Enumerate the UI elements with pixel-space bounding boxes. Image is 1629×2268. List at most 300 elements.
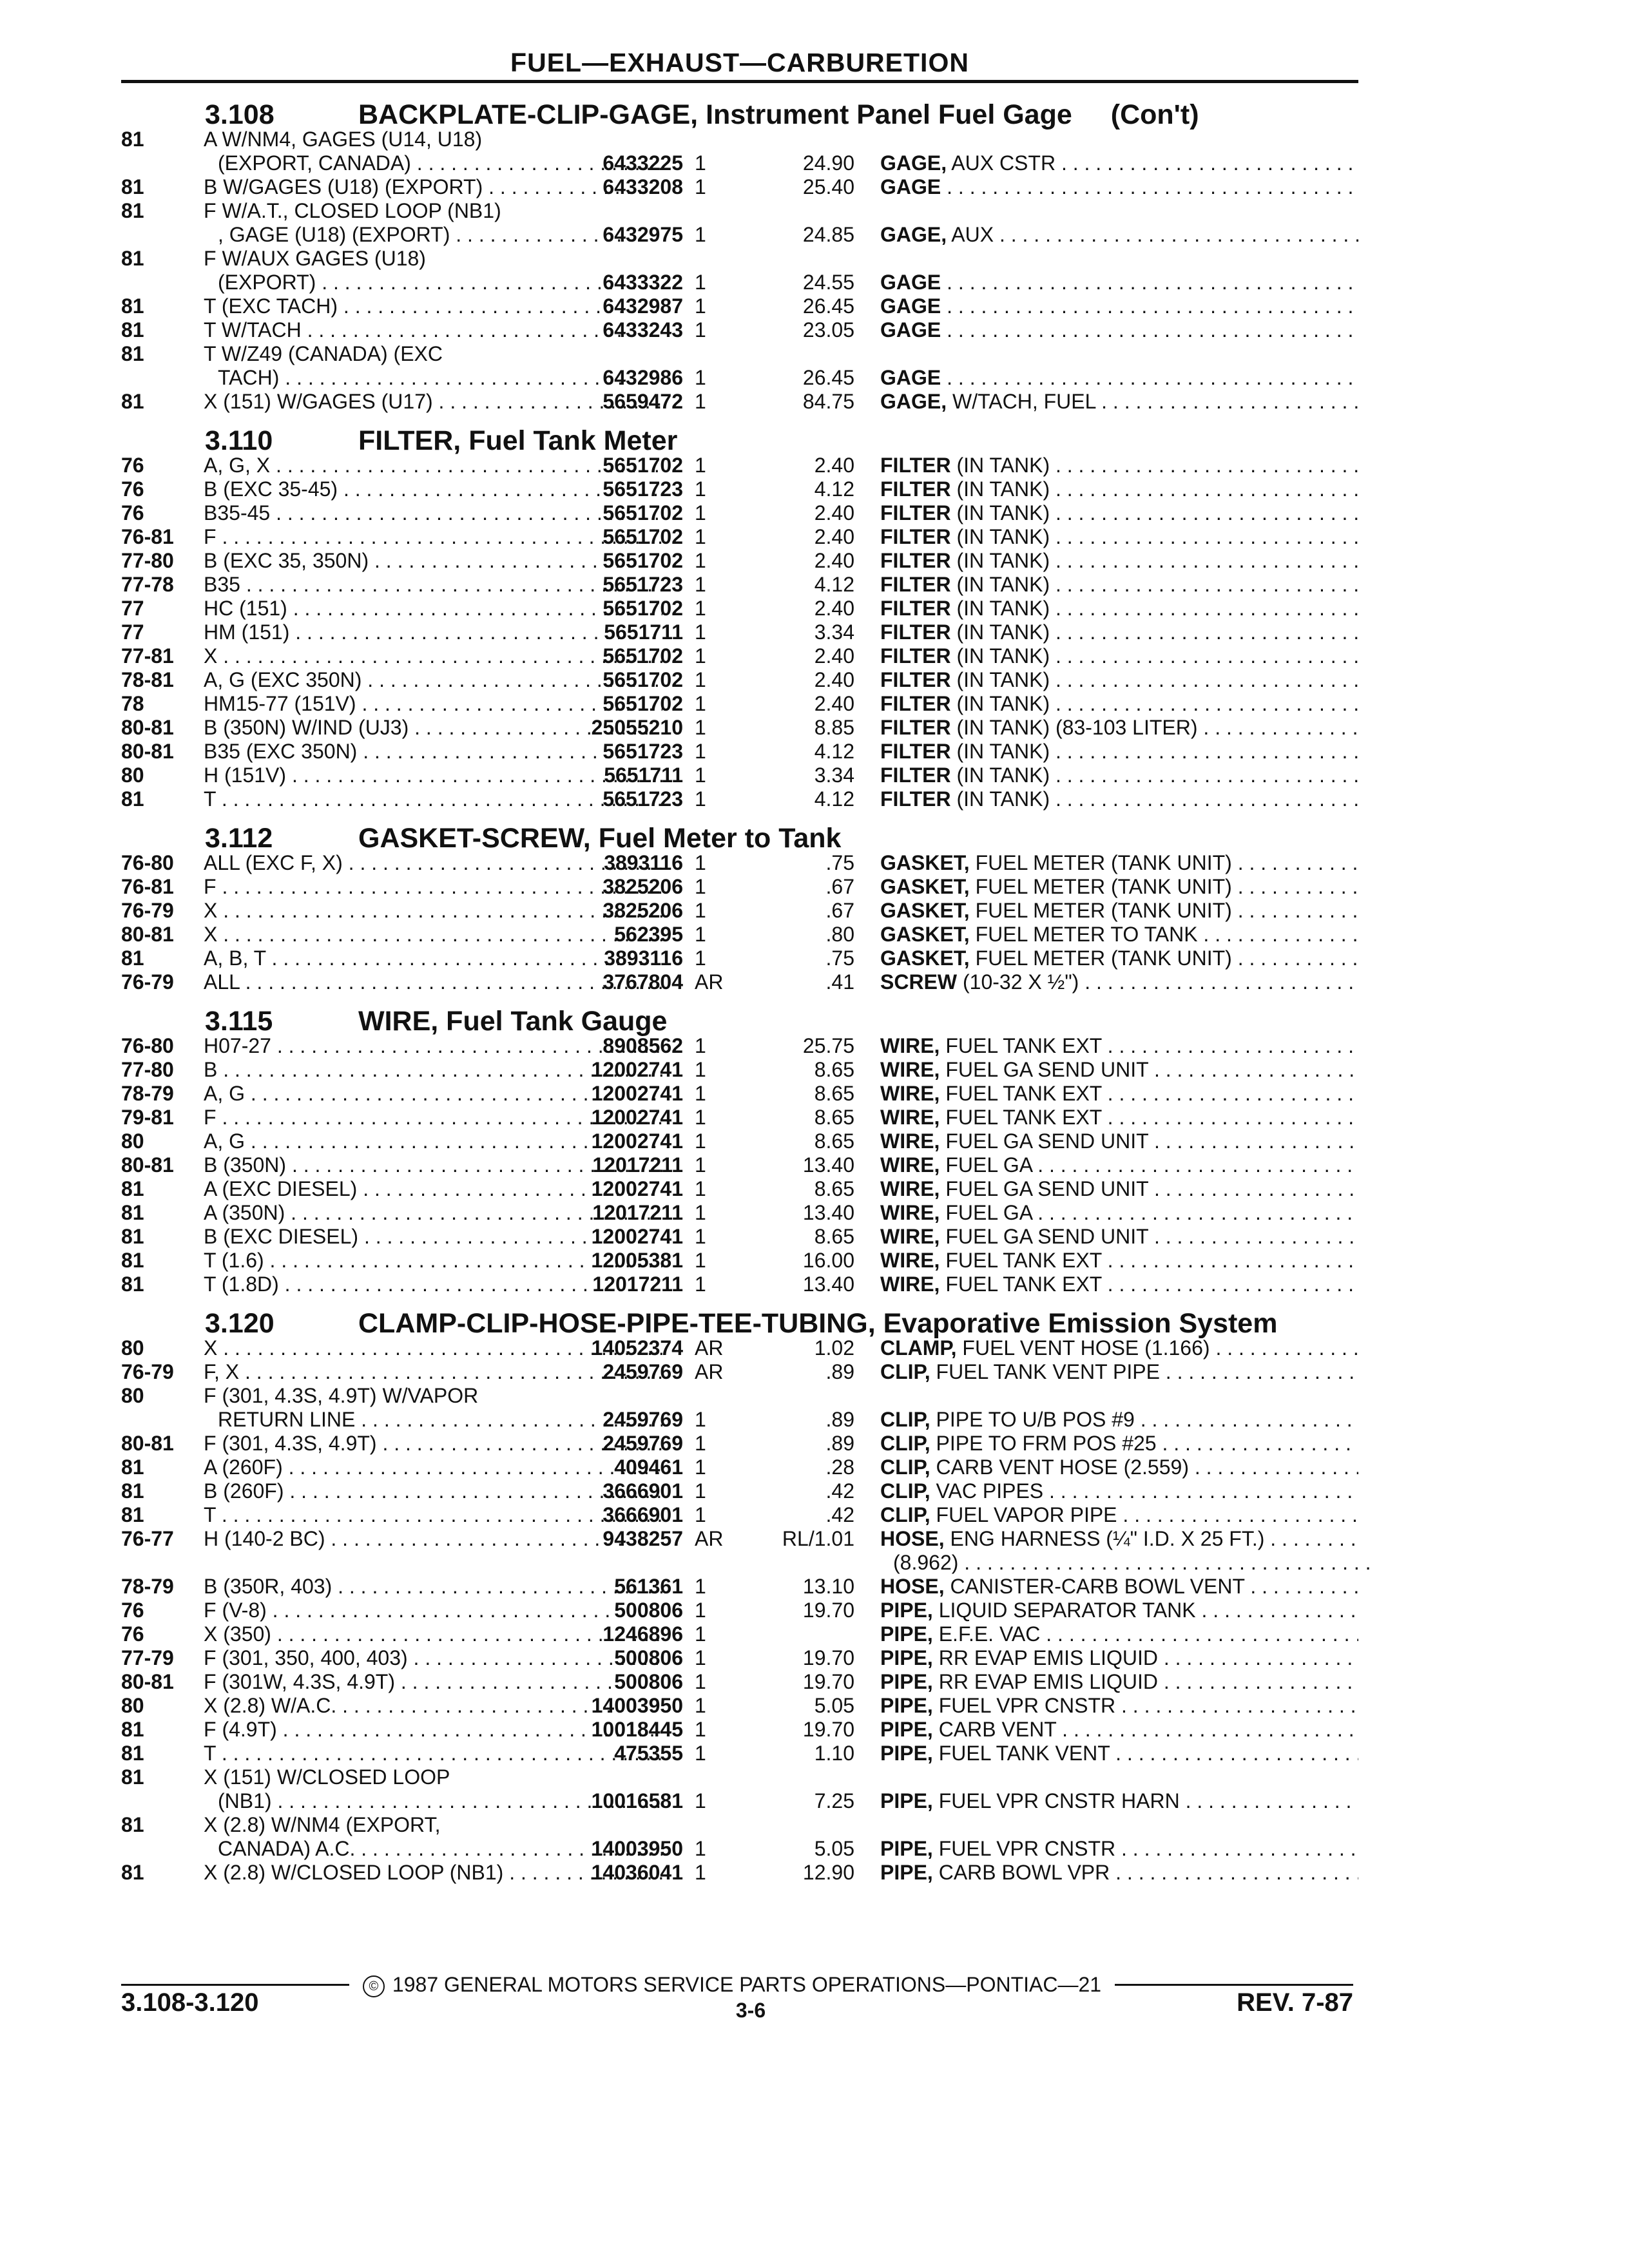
price: 2.40 xyxy=(814,501,854,524)
section-title xyxy=(358,99,1199,131)
part-name-detail xyxy=(941,175,1358,198)
row-line xyxy=(121,1765,1358,1789)
part-name-detail: FUEL TANK VENT . . . xyxy=(933,1742,1358,1765)
model-year: 81 xyxy=(121,947,144,970)
part-name-detail xyxy=(941,318,1358,341)
part-number: 1246896 xyxy=(602,1622,683,1646)
part-name xyxy=(880,1694,1358,1718)
part-name-bold: FILTER xyxy=(880,716,951,739)
model-year: 81 xyxy=(121,294,144,318)
part-name-detail: (IN TANK) . . . xyxy=(951,597,1358,620)
price: 24.55 xyxy=(802,271,854,294)
price: 5.05 xyxy=(814,1694,854,1717)
quantity: 1 xyxy=(695,1058,706,1081)
quantity: 1 xyxy=(695,1432,706,1455)
application-desc: X (151) W/GAGES (U17) . . . xyxy=(204,390,662,414)
quantity: AR xyxy=(695,1336,724,1360)
section-title-main: CLAMP-CLIP-HOSE-PIPE-TEE-TUBING, xyxy=(358,1308,876,1339)
model-year: 76-80 xyxy=(121,1034,174,1057)
table-row xyxy=(121,247,1358,294)
part-name xyxy=(880,318,1358,342)
part-name-bold: FILTER xyxy=(880,740,951,763)
row-line xyxy=(121,764,1358,787)
part-number: 10018445 xyxy=(591,1718,683,1741)
row-line xyxy=(121,1479,1358,1503)
model-year: 78 xyxy=(121,692,144,715)
row-line xyxy=(121,692,1358,716)
row-line xyxy=(121,1861,1358,1885)
row-line xyxy=(121,318,1358,342)
page-title: FUEL—EXHAUST—CARBURETION xyxy=(510,48,969,77)
part-number: 3666901 xyxy=(602,1503,683,1526)
model-year: 81 xyxy=(121,1479,144,1503)
row-line xyxy=(121,573,1358,597)
row-line xyxy=(121,899,1358,923)
table-row xyxy=(121,1575,1358,1599)
part-number: 14052374 xyxy=(591,1336,683,1360)
quantity: 1 xyxy=(695,1249,706,1272)
table-row xyxy=(121,477,1358,501)
application-desc: HM15-77 (151V) . . . xyxy=(204,692,662,716)
part-name xyxy=(880,1861,1358,1885)
part-name-detail xyxy=(941,294,1358,318)
part-name-detail: FUEL METER TO TANK . . . xyxy=(970,923,1358,946)
model-year: 77-79 xyxy=(121,1646,174,1669)
revision: REV. 7-87 xyxy=(1237,1988,1353,2017)
table-row xyxy=(121,318,1358,342)
part-name xyxy=(880,1599,1358,1622)
part-name-bold: FILTER xyxy=(880,573,951,596)
part-name-bold: WIRE, xyxy=(880,1273,940,1296)
part-name-bold: FILTER xyxy=(880,644,951,668)
part-name xyxy=(880,1153,1358,1177)
price: 84.75 xyxy=(802,390,854,413)
table-row xyxy=(121,923,1358,947)
row-line xyxy=(121,716,1358,740)
part-name-bold: FILTER xyxy=(880,525,951,548)
part-name-detail: FUEL GA SEND UNIT . . . xyxy=(940,1177,1358,1200)
model-year: 81 xyxy=(121,1273,144,1296)
price: 1.02 xyxy=(814,1336,854,1360)
quantity: 1 xyxy=(695,1225,706,1248)
quantity: 1 xyxy=(695,1837,706,1860)
row-line xyxy=(121,1694,1358,1718)
part-name xyxy=(880,294,1358,318)
section-heading xyxy=(121,90,1358,128)
table-row xyxy=(121,294,1358,318)
model-year: 76-81 xyxy=(121,875,174,898)
application-desc: A, G (EXC 350N) . . . xyxy=(204,668,662,692)
row-line xyxy=(121,1106,1358,1129)
part-number: 12002741 xyxy=(591,1225,683,1248)
application-desc: B (EXC 35, 350N) . . . xyxy=(204,549,662,573)
application-desc: F W/AUX GAGES (U18) xyxy=(204,247,426,270)
part-name xyxy=(880,1456,1358,1479)
part-name-detail: PIPE TO FRM POS #25 . . . xyxy=(930,1432,1358,1455)
price: 7.25 xyxy=(814,1789,854,1812)
part-number: 6433322 xyxy=(602,271,683,294)
part-name-detail: FUEL VPR CNSTR HARN . . . xyxy=(933,1789,1358,1812)
part-name-bold: GAGE, xyxy=(880,223,947,246)
quantity: 1 xyxy=(695,1861,706,1884)
part-name-bold: WIRE, xyxy=(880,1106,940,1129)
part-name-detail: W/TACH, FUEL . . . xyxy=(947,390,1358,413)
table-row xyxy=(121,342,1358,390)
application-desc: H (140-2 BC) . . . xyxy=(204,1527,662,1551)
quantity: 1 xyxy=(695,525,706,548)
part-name-detail: AUX . . . xyxy=(947,223,1358,246)
part-name xyxy=(880,668,1358,692)
price: 1.10 xyxy=(814,1742,854,1765)
part-name-bold: WIRE, xyxy=(880,1034,940,1057)
application-desc: F (301, 350, 400, 403) . . . xyxy=(204,1646,662,1670)
part-number: 2459769 xyxy=(602,1360,683,1383)
header-rule xyxy=(121,80,1358,83)
part-name-bold: FILTER xyxy=(880,549,951,572)
part-name-bold: HOSE, xyxy=(880,1575,945,1598)
row-line xyxy=(121,1201,1358,1225)
quantity: 1 xyxy=(695,549,706,572)
part-number: 5651702 xyxy=(602,597,683,620)
application-desc: T . . . xyxy=(204,1503,662,1527)
section-heading xyxy=(121,1299,1358,1339)
application-desc: X (2.8) W/CLOSED LOOP (NB1) . . . xyxy=(204,1861,662,1885)
part-name-detail: PIPE TO U/B POS #9 . . . xyxy=(930,1408,1358,1431)
quantity: 1 xyxy=(695,366,706,389)
part-name-bold: FILTER xyxy=(880,477,951,501)
table-row xyxy=(121,1034,1358,1058)
row-line xyxy=(121,1527,1358,1551)
model-year: 80-81 xyxy=(121,1432,174,1455)
model-year: 80 xyxy=(121,764,144,787)
part-name-bold: GAGE xyxy=(880,318,941,341)
row-line xyxy=(121,1384,1358,1408)
copyright-line xyxy=(353,1973,1111,1997)
quantity: 1 xyxy=(695,620,706,644)
part-name xyxy=(880,875,1358,899)
part-number: 6433225 xyxy=(602,151,683,175)
part-name-bold: WIRE, xyxy=(880,1201,940,1224)
quantity: 1 xyxy=(695,151,706,175)
part-name xyxy=(880,644,1358,668)
application-desc: B . . . xyxy=(204,1058,662,1082)
part-name-detail: FUEL TANK EXT . . . xyxy=(940,1082,1358,1105)
part-number: 3825206 xyxy=(602,875,683,898)
model-year: 76-79 xyxy=(121,899,174,922)
row-line xyxy=(121,390,1358,414)
footer-rule-right xyxy=(1115,1984,1353,1986)
section-subtitle: Evaporative Emission System xyxy=(883,1308,1278,1339)
part-number: 2459769 xyxy=(602,1432,683,1455)
row-line xyxy=(121,247,1358,271)
section-title-main: WIRE, xyxy=(358,1006,439,1037)
part-name-bold: WIRE, xyxy=(880,1225,940,1248)
model-year: 81 xyxy=(121,199,144,222)
quantity: 1 xyxy=(695,851,706,874)
part-name-detail: FUEL TANK EXT . . . xyxy=(940,1249,1358,1272)
part-name xyxy=(880,692,1358,716)
price: 8.65 xyxy=(814,1129,854,1153)
application-desc: B35-45 . . . xyxy=(204,501,662,525)
model-year: 76-79 xyxy=(121,1360,174,1383)
section-title-main: FILTER, xyxy=(358,425,461,456)
part-name xyxy=(880,366,1358,390)
row-line xyxy=(121,1456,1358,1479)
quantity: 1 xyxy=(695,1622,706,1646)
section-number: 3.115 xyxy=(205,1006,273,1037)
model-year: 81 xyxy=(121,175,144,198)
price: .67 xyxy=(825,899,854,922)
part-name-detail: FUEL VPR CNSTR . . . xyxy=(933,1694,1358,1717)
part-number: 12017211 xyxy=(592,1153,683,1177)
part-name xyxy=(880,1034,1358,1058)
part-name xyxy=(880,1273,1358,1296)
part-name-detail: FUEL TANK EXT . . . xyxy=(940,1273,1358,1296)
quantity: 1 xyxy=(695,668,706,691)
application-desc: T W/Z49 (CANADA) (EXC xyxy=(204,342,443,365)
price: .42 xyxy=(825,1503,854,1526)
part-name xyxy=(880,923,1358,947)
part-name-detail: VAC PIPES . . . xyxy=(930,1479,1358,1503)
part-name-detail: (IN TANK) . . . xyxy=(951,644,1358,668)
part-name xyxy=(880,716,1358,740)
table-row xyxy=(121,740,1358,764)
section-heading xyxy=(121,997,1358,1037)
model-year: 81 xyxy=(121,1201,144,1224)
table-row xyxy=(121,620,1358,644)
part-name xyxy=(880,1058,1358,1082)
part-name-detail: (IN TANK) . . . xyxy=(951,573,1358,596)
table-row xyxy=(121,454,1358,477)
quantity: AR xyxy=(695,1360,724,1383)
price: 8.65 xyxy=(814,1177,854,1200)
part-name-detail: FUEL VAPOR PIPE . . . xyxy=(930,1503,1358,1526)
quantity: 1 xyxy=(695,1106,706,1129)
table-row xyxy=(121,597,1358,620)
part-name-detail: RR EVAP EMIS LIQUID . . . xyxy=(933,1646,1358,1669)
part-name-detail: RR EVAP EMIS LIQUID . . . xyxy=(933,1670,1358,1693)
part-name-bold: PIPE, xyxy=(880,1789,933,1812)
table-row xyxy=(121,1153,1358,1177)
row-line xyxy=(121,620,1358,644)
part-name-detail: FUEL METER (TANK UNIT) . . . xyxy=(970,947,1358,970)
row-line xyxy=(121,151,1358,175)
table-row xyxy=(121,1694,1358,1718)
row-line xyxy=(121,1813,1358,1837)
model-year: 78-79 xyxy=(121,1575,174,1598)
price: 4.12 xyxy=(814,740,854,763)
price: 2.40 xyxy=(814,597,854,620)
part-name-detail: FUEL GA SEND UNIT . . . xyxy=(940,1058,1358,1081)
part-number: 562395 xyxy=(614,923,683,946)
part-name xyxy=(880,1718,1358,1742)
model-year: 81 xyxy=(121,1249,144,1272)
table-row xyxy=(121,764,1358,787)
part-name-bold: CLIP, xyxy=(880,1432,930,1455)
model-year: 77 xyxy=(121,597,144,620)
application-desc: A (350N) . . . xyxy=(204,1201,662,1225)
part-name-detail: CARB VENT . . . xyxy=(933,1718,1358,1741)
part-number: 475355 xyxy=(614,1742,683,1765)
section-number: 3.110 xyxy=(205,425,273,456)
part-name-detail: FUEL GA . . . xyxy=(940,1153,1358,1177)
part-name-detail: FUEL GA SEND UNIT . . . xyxy=(940,1225,1358,1248)
table-row xyxy=(121,1177,1358,1201)
quantity: 1 xyxy=(695,716,706,739)
part-name-detail: E.F.E. VAC . . . xyxy=(933,1622,1358,1646)
application-desc: , GAGE (U18) (EXPORT) . . . xyxy=(218,223,662,247)
model-year: 77 xyxy=(121,620,144,644)
part-number: 5651702 xyxy=(602,644,683,668)
part-name xyxy=(880,787,1358,811)
part-number: 500806 xyxy=(614,1670,683,1693)
quantity: 1 xyxy=(695,1177,706,1200)
section-subtitle: Instrument Panel Fuel Gage xyxy=(706,99,1072,130)
quantity: 1 xyxy=(695,294,706,318)
part-name-bold: PIPE, xyxy=(880,1742,933,1765)
application-desc: B35 (EXC 350N) . . . xyxy=(204,740,662,764)
model-year: 78-81 xyxy=(121,668,174,691)
part-name xyxy=(880,1201,1358,1225)
part-number: 3893116 xyxy=(604,947,683,970)
price: 4.12 xyxy=(814,573,854,596)
model-year: 76 xyxy=(121,454,144,477)
table-row xyxy=(121,1527,1358,1575)
part-name xyxy=(880,851,1358,875)
part-name-detail: FUEL VPR CNSTR . . . xyxy=(933,1837,1358,1860)
model-year: 80 xyxy=(121,1384,144,1407)
part-name-bold: PIPE, xyxy=(880,1861,933,1884)
application-desc: A, G . . . xyxy=(204,1129,662,1153)
row-line xyxy=(121,454,1358,477)
row-line xyxy=(121,644,1358,668)
part-name-detail: CANISTER-CARB BOWL VENT . . . xyxy=(945,1575,1358,1598)
table-row xyxy=(121,1384,1358,1432)
table-row xyxy=(121,644,1358,668)
application-desc: X . . . xyxy=(204,923,662,947)
part-number: 6432986 xyxy=(602,366,683,389)
part-name-bold: FILTER xyxy=(880,597,951,620)
part-name-bold: WIRE, xyxy=(880,1082,940,1105)
part-name xyxy=(880,573,1358,597)
application-desc: HM (151) . . . xyxy=(204,620,662,644)
row-line xyxy=(121,477,1358,501)
row-line xyxy=(121,1058,1358,1082)
model-year: 77-78 xyxy=(121,573,174,596)
model-year: 79-81 xyxy=(121,1106,174,1129)
model-year: 77-81 xyxy=(121,644,174,668)
application-desc: B (EXC 35-45) . . . xyxy=(204,477,662,501)
model-year: 77-80 xyxy=(121,549,174,572)
application-desc: X (151) W/CLOSED LOOP xyxy=(204,1765,450,1789)
part-name-bold: WIRE, xyxy=(880,1177,940,1200)
part-number: 5651702 xyxy=(602,525,683,548)
application-desc: T (1.6) . . . xyxy=(204,1249,662,1273)
application-desc: RETURN LINE . . . xyxy=(218,1408,662,1432)
part-name-detail: (IN TANK) . . . xyxy=(951,549,1358,572)
part-number: 2459769 xyxy=(602,1408,683,1431)
part-name-bold: CLIP, xyxy=(880,1360,930,1383)
table-row xyxy=(121,199,1358,247)
quantity: AR xyxy=(695,1527,724,1550)
price: 13.40 xyxy=(802,1153,854,1177)
model-year: 76-80 xyxy=(121,851,174,874)
section-gap xyxy=(121,1885,1358,1887)
price: 8.85 xyxy=(814,716,854,739)
part-name xyxy=(880,454,1358,477)
part-number: 5651702 xyxy=(602,501,683,524)
row-line xyxy=(121,851,1358,875)
part-name xyxy=(880,1336,1358,1360)
price: 13.40 xyxy=(802,1201,854,1224)
part-name xyxy=(880,1177,1358,1201)
page-number: 3-6 xyxy=(735,1999,766,2022)
part-name xyxy=(880,1503,1358,1527)
application-desc: F (301W, 4.3S, 4.9T) . . . xyxy=(204,1670,662,1694)
row-line xyxy=(121,1082,1358,1106)
quantity: 1 xyxy=(695,501,706,524)
price: 2.40 xyxy=(814,549,854,572)
part-name-detail: FUEL VENT HOSE (1.166) . . . xyxy=(957,1336,1358,1360)
part-name xyxy=(880,223,1358,247)
quantity: 1 xyxy=(695,1575,706,1598)
price: 24.90 xyxy=(802,151,854,175)
part-name-detail: (IN TANK) . . . xyxy=(951,454,1358,477)
part-number: 5651702 xyxy=(602,549,683,572)
application-desc: A, G, X . . . xyxy=(204,454,662,477)
table-row xyxy=(121,1249,1358,1273)
part-name xyxy=(880,764,1358,787)
model-year: 80-81 xyxy=(121,923,174,946)
section-subtitle: Fuel Tank Gauge xyxy=(446,1006,668,1037)
table-row xyxy=(121,668,1358,692)
row-line xyxy=(121,501,1358,525)
section-title xyxy=(358,1006,667,1037)
part-name-bold: PIPE, xyxy=(880,1646,933,1669)
part-name-bold: CLIP, xyxy=(880,1479,930,1503)
table-row xyxy=(121,1225,1358,1249)
part-number: 5651702 xyxy=(602,454,683,477)
part-name-bold: GAGE xyxy=(880,366,941,389)
part-name-bold: GAGE, xyxy=(880,151,947,175)
table-row xyxy=(121,875,1358,899)
part-name-detail: FUEL TANK VENT PIPE . . . xyxy=(930,1360,1358,1383)
model-year: 80-81 xyxy=(121,1670,174,1693)
part-name xyxy=(880,175,1358,199)
row-line xyxy=(121,1408,1358,1432)
model-year: 81 xyxy=(121,1177,144,1200)
application-desc: B (260F) . . . xyxy=(204,1479,662,1503)
price: 8.65 xyxy=(814,1106,854,1129)
part-number: 409461 xyxy=(614,1456,683,1479)
application-desc: F (4.9T) . . . xyxy=(204,1718,662,1742)
application-desc: T (EXC TACH) . . . xyxy=(204,294,662,318)
table-row xyxy=(121,1456,1358,1479)
quantity: 1 xyxy=(695,454,706,477)
part-number: 6432975 xyxy=(602,223,683,246)
table-row xyxy=(121,1273,1358,1296)
price: 16.00 xyxy=(802,1249,854,1272)
part-name-bold: GASKET, xyxy=(880,851,970,874)
part-name xyxy=(880,1106,1358,1129)
row-line xyxy=(121,1742,1358,1765)
part-name-detail: (IN TANK) . . . xyxy=(951,692,1358,715)
part-name xyxy=(880,525,1358,549)
model-year: 81 xyxy=(121,1456,144,1479)
table-row xyxy=(121,716,1358,740)
application-desc: A (EXC DIESEL) . . . xyxy=(204,1177,662,1201)
price: 4.12 xyxy=(814,477,854,501)
